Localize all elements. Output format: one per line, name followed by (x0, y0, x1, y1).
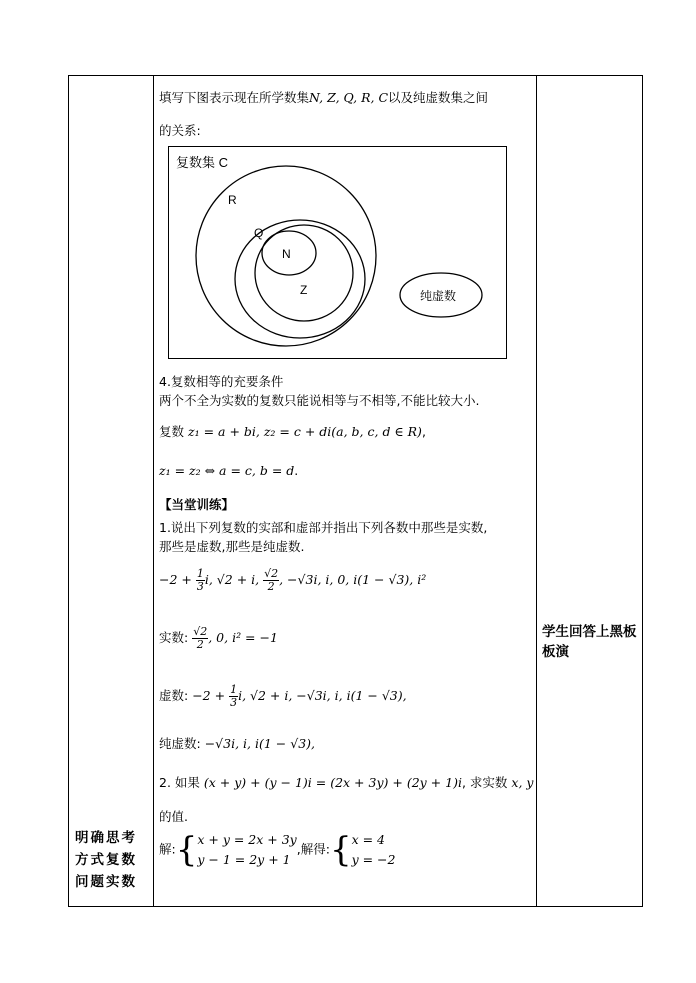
right-column-text: 学生回答上黑板板演 (542, 624, 637, 660)
question2-formula: (x + y) + (y − 1)i = (2x + 3y) + (2y + 1)i (203, 775, 462, 790)
question1-line2: 那些是虚数,那些是纯虚数. (159, 539, 305, 554)
equation-2: y − 1 = 2y + 1 (197, 852, 291, 867)
fraction-denominator: 3 (230, 696, 238, 709)
imaginary-numbers-answer (159, 684, 407, 709)
natural-set-label: N (282, 247, 291, 261)
solution-label: 解: (159, 841, 176, 857)
question2-tail: , 求实数 (461, 775, 508, 790)
complex-set-label: 复数集 C (176, 155, 229, 170)
complex-definition (159, 422, 426, 440)
equality-formula: z₁ = z₂ ⇔ a = c, b = d (159, 463, 295, 478)
fraction-numerator: 1 (196, 567, 204, 580)
intro-sets: N, Z, Q, R, C (309, 90, 389, 105)
real-tail: , 0, i² = −1 (208, 630, 278, 645)
equality-tail: . (294, 463, 299, 478)
intro-tail: 以及纯虚数集之间 (388, 90, 489, 105)
fraction-denominator: 2 (267, 580, 275, 593)
fraction-denominator: 2 (196, 638, 204, 651)
equation-1: x + y = 2x + 3y (197, 832, 297, 847)
training-heading: 【当堂训练】 (159, 497, 235, 512)
real-set-label: R (228, 193, 237, 207)
solution-system (352, 830, 396, 870)
complex-prefix: 复数 (159, 424, 185, 439)
imaginary-label: 虚数: (159, 688, 189, 703)
imaginary-unit: i (204, 572, 209, 587)
fraction-denominator: 3 (196, 580, 204, 593)
question1-line1: 1.说出下列复数的实部和虚部并指出下列各数中那些是实数, (159, 520, 488, 535)
sqrt2-over-2-fraction (263, 568, 279, 593)
question2-vars: x, y (511, 775, 534, 790)
imaginary-tail: , √2 + i, −√3i, i, i(1 − √3), (242, 688, 407, 703)
section4-title: 4.复数相等的充要条件 (159, 374, 284, 389)
intro-line (159, 88, 488, 106)
real-numbers-answer (159, 626, 278, 651)
solution-y: y = −2 (351, 852, 396, 867)
complex-tail: , (421, 424, 426, 439)
left-column-text: 明确思考方式复数问题实数 (75, 830, 137, 890)
numbers-part-b: , √2 + i, (208, 572, 264, 587)
left-column (69, 76, 153, 906)
pure-imaginary-answer (159, 734, 315, 752)
pure-imaginary-answer-label: 纯虚数: (159, 736, 201, 751)
intro-line2: 的关系: (159, 123, 201, 138)
complex-formula: z₁ = a + bi, z₂ = c + di(a, b, c, d ∈ R) (188, 424, 422, 439)
rational-set-label: Q (254, 226, 264, 240)
question2-prefix: 2. 如果 (159, 775, 200, 790)
main-column (153, 76, 536, 906)
pure-imaginary-value: −√3i, i, i(1 − √3), (204, 736, 315, 751)
rational-set-circle (255, 225, 353, 321)
imaginary-part-a: −2 + (192, 688, 230, 703)
one-third-fraction (196, 568, 205, 593)
equality-condition (159, 463, 298, 478)
left-brace-icon: { (175, 830, 198, 870)
pure-imaginary-label: 纯虚数 (420, 289, 457, 303)
equation-system (197, 830, 296, 870)
numbers-part-c: , −√3i, i, 0, i(1 − √3), i² (279, 572, 427, 587)
venn-diagram (168, 146, 510, 361)
left-brace-icon: { (329, 830, 352, 870)
fraction-numerator: 1 (230, 683, 238, 696)
imaginary-unit: i (238, 688, 243, 703)
one-third-fraction (229, 684, 238, 709)
numbers-list (159, 568, 426, 593)
solution-line (159, 830, 396, 870)
lesson-table (68, 75, 643, 907)
fraction-numerator: √2 (193, 625, 208, 638)
solution-x: x = 4 (351, 832, 386, 847)
section4-desc: 两个不全为实数的复数只能说相等与不相等,不能比较大小. (159, 393, 480, 408)
intro-text: 填写下图表示现在所学数集 (159, 90, 310, 105)
question2-line2: 的值. (159, 809, 188, 824)
solved-label: ,解得: (296, 841, 330, 857)
right-column (536, 76, 643, 906)
question2-line1 (159, 773, 533, 791)
numbers-part-a: −2 + (159, 572, 196, 587)
real-label: 实数: (159, 630, 189, 645)
integer-set-label: Z (300, 283, 308, 297)
fraction-numerator: √2 (264, 567, 279, 580)
sqrt2-over-2-fraction (192, 626, 208, 651)
